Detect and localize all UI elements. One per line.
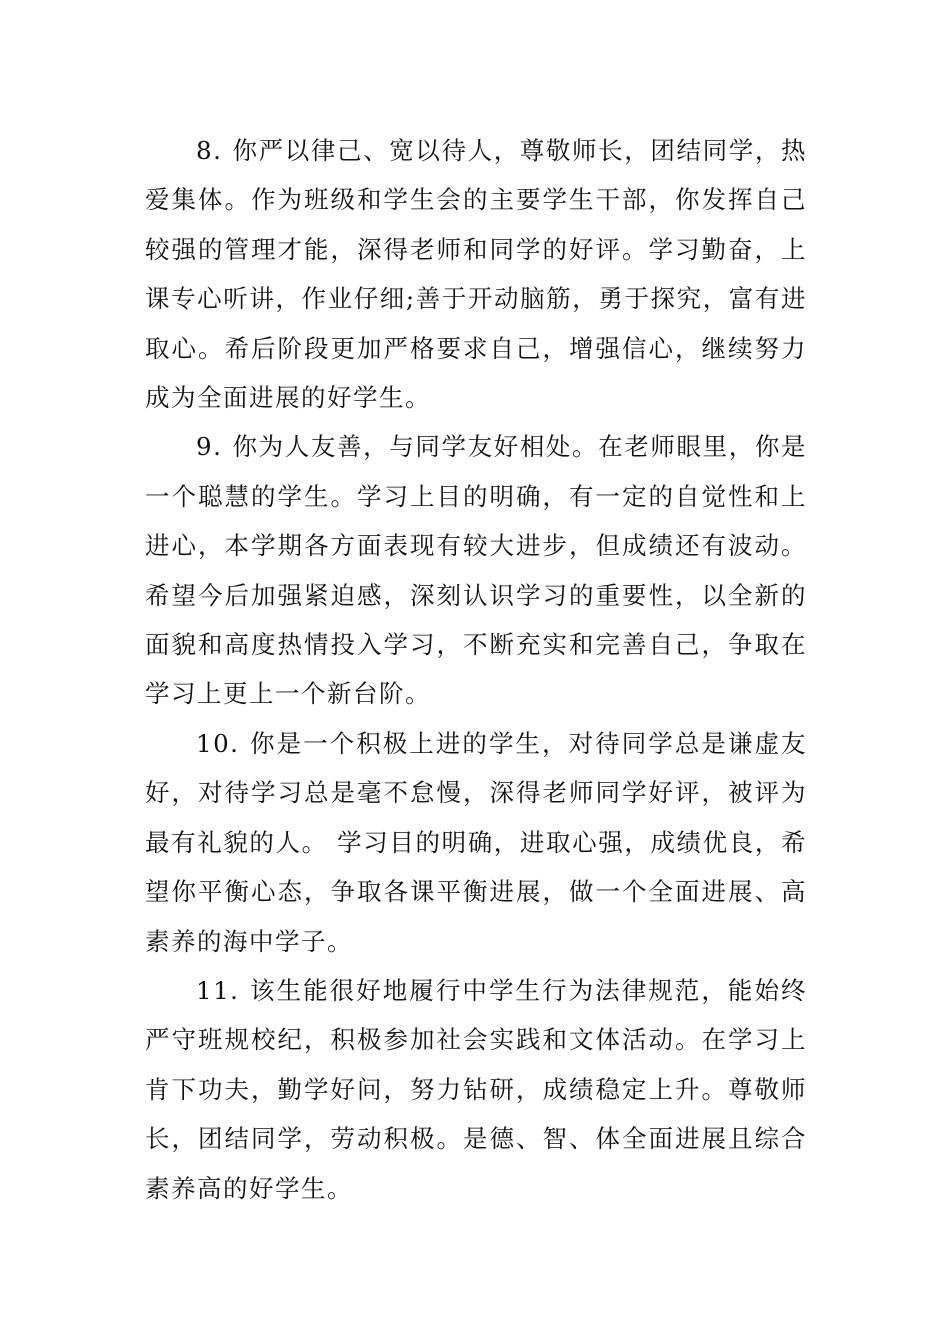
paragraph-11: [145, 966, 807, 1213]
paragraph-number: 9.: [196, 432, 223, 462]
paragraph-number: 10.: [196, 728, 240, 758]
paragraph-number: 11.: [196, 975, 240, 1005]
document-body: [145, 126, 807, 1213]
paragraph-number: 8.: [196, 136, 223, 165]
paragraph-text: 你是一个积极上进的学生，对待同学总是谦虚友好，对待学习总是毫不怠慢，深得老师同学好评，被评为最有礼貌的人。 学习目的明确，进取心强，成绩优良，希望你平衡心态，争取各课平衡进展，做一个全面进展、高素养的海中学子。: [145, 728, 807, 956]
paragraph-text: 该生能很好地履行中学生行为法律规范，能始终严守班规校纪，积极参加社会实践和文体活动。在学习上肯下功夫，勤学好问，努力钻研，成绩稳定上升。尊敬师长，团结同学，劳动积极。是德、智、体全面进展且综合素养高的好学生。: [145, 975, 807, 1203]
paragraph-8: [145, 126, 807, 422]
paragraph-10: [145, 719, 807, 966]
paragraph-text: 你为人友善，与同学友好相处。在老师眼里，你是一个聪慧的学生。学习上目的明确，有一定的自觉性和上进心，本学期各方面表现有较大进步，但成绩还有波动。希望今后加强紧迫感，深刻认识学习的重要性，以全新的面貌和高度热情投入学习，不断充实和完善自己，争取在学习上更上一个新台阶。: [145, 432, 807, 709]
paragraph-9: [145, 422, 807, 718]
paragraph-text: 你严以律己、宽以待人，尊敬师长，团结同学，热爱集体。作为班级和学生会的主要学生干部，你发挥自己较强的管理才能，深得老师和同学的好评。学习勤奋，上课专心听讲，作业仔细;善于开动脑筋，勇于探究，富有进取心。希后阶段更加严格要求自己，增强信心，继续努力成为全面进展的好学生。: [145, 136, 807, 413]
